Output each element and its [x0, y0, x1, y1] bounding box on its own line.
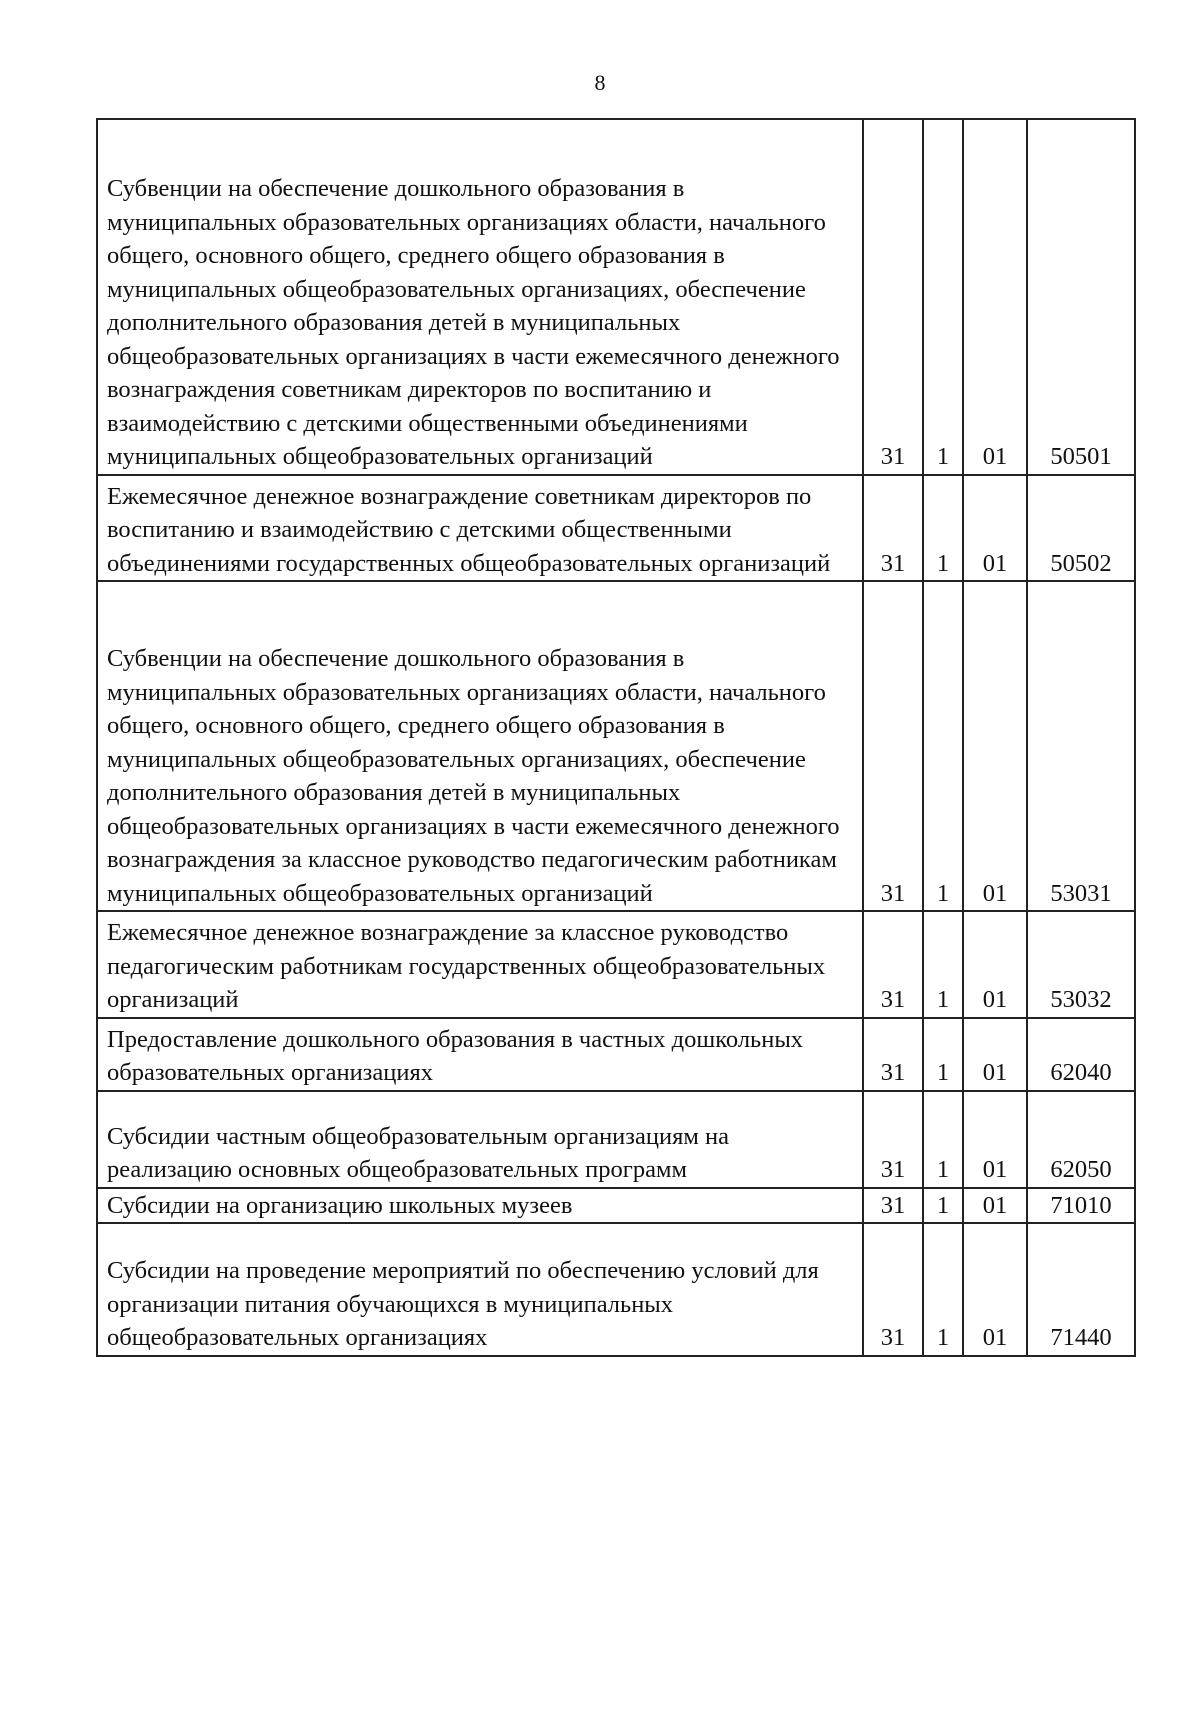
code-direction: 71010	[1027, 1188, 1135, 1224]
code-main-event: 01	[963, 911, 1027, 1018]
code-program: 31	[863, 475, 923, 582]
code-main-event: 01	[963, 475, 1027, 582]
code-program: 31	[863, 1091, 923, 1188]
code-program: 31	[863, 119, 923, 475]
row-description: Субсидии частным общеобразовательным организациям на реализацию основных общеобразовательных программ	[97, 1091, 863, 1188]
code-direction: 71440	[1027, 1223, 1135, 1356]
page-number: 8	[594, 70, 606, 95]
code-program: 31	[863, 911, 923, 1018]
code-subprogram: 1	[923, 475, 963, 582]
code-main-event: 01	[963, 1223, 1027, 1356]
budget-classification-table	[96, 118, 1136, 1357]
code-main-event: 01	[963, 1018, 1027, 1091]
code-main-event: 01	[963, 119, 1027, 475]
code-main-event: 01	[963, 1188, 1027, 1224]
code-program: 31	[863, 1018, 923, 1091]
row-description: Субсидии на проведение мероприятий по обеспечению условий для организации питания обучающихся в муниципальных общеобразовательных организациях	[97, 1223, 863, 1356]
code-subprogram: 1	[923, 911, 963, 1018]
code-program: 31	[863, 581, 923, 911]
code-direction: 50501	[1027, 119, 1135, 475]
row-description: Субвенции на обеспечение дошкольного образования в муниципальных образовательных организациях области, начального общего, основного общего, среднего общего образования в муниципальных общеобразовательных организациях, обеспечение дополнительного образования детей в муниципальных общеобразовательных организациях в части ежемесячного денежного вознаграждения за классное руководство педагогическим работникам муниципальных общеобразовательных организаций	[97, 581, 863, 911]
row-description: Субвенции на обеспечение дошкольного образования в муниципальных образовательных организациях области, начального общего, основного общего, среднего общего образования в муниципальных общеобразовательных организациях, обеспечение дополнительного образования детей в муниципальных общеобразовательных организациях в части ежемесячного денежного вознаграждения советникам директоров по воспитанию и взаимодействию с детскими общественными объединениями муниципальных общеобразовательных организаций	[97, 119, 863, 475]
code-direction: 62050	[1027, 1091, 1135, 1188]
code-subprogram: 1	[923, 119, 963, 475]
table-row	[97, 1188, 1135, 1224]
code-program: 31	[863, 1223, 923, 1356]
table-row	[97, 475, 1135, 582]
code-direction: 53031	[1027, 581, 1135, 911]
code-direction: 50502	[1027, 475, 1135, 582]
table-row	[97, 1223, 1135, 1356]
table-row	[97, 119, 1135, 475]
row-description: Субсидии на организацию школьных музеев	[97, 1188, 863, 1224]
code-direction: 53032	[1027, 911, 1135, 1018]
table-row	[97, 581, 1135, 911]
code-subprogram: 1	[923, 1018, 963, 1091]
row-description: Ежемесячное денежное вознаграждение за классное руководство педагогическим работникам государственных общеобразовательных организаций	[97, 911, 863, 1018]
code-subprogram: 1	[923, 1223, 963, 1356]
code-program: 31	[863, 1188, 923, 1224]
code-main-event: 01	[963, 1091, 1027, 1188]
code-main-event: 01	[963, 581, 1027, 911]
row-description: Ежемесячное денежное вознаграждение советникам директоров по воспитанию и взаимодействию с детскими общественными объединениями государственных общеобразовательных организаций	[97, 475, 863, 582]
table-row	[97, 1018, 1135, 1091]
code-direction: 62040	[1027, 1018, 1135, 1091]
code-subprogram: 1	[923, 1091, 963, 1188]
table-row	[97, 911, 1135, 1018]
table-row	[97, 1091, 1135, 1188]
code-subprogram: 1	[923, 581, 963, 911]
code-subprogram: 1	[923, 1188, 963, 1224]
row-description: Предоставление дошкольного образования в частных дошкольных образовательных организациях	[97, 1018, 863, 1091]
